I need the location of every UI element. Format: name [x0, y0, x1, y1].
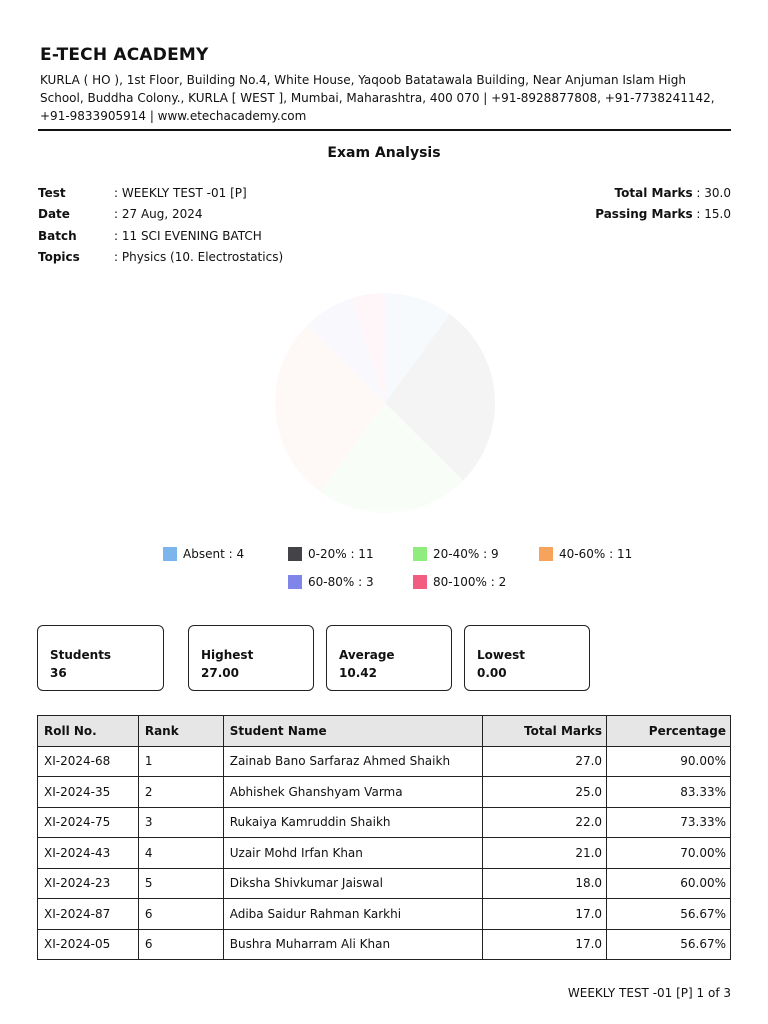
meta-topics: [38, 247, 283, 269]
cell-percentage: 70.00%: [607, 838, 731, 869]
cell-roll-no: XI-2024-75: [38, 807, 139, 838]
cell-total-marks: 17.0: [483, 929, 607, 960]
column-header-total-marks: Total Marks: [483, 716, 607, 747]
table-row: [38, 899, 731, 930]
column-header-rank: Rank: [138, 716, 223, 747]
legend-swatch: [288, 575, 302, 589]
page-header: [40, 45, 731, 125]
cell-rank: 6: [138, 929, 223, 960]
legend-swatch: [539, 547, 553, 561]
cell-student-name: Rukaiya Kamruddin Shaikh: [223, 807, 483, 838]
page-title: Exam Analysis: [327, 145, 441, 161]
cell-total-marks: 25.0: [483, 777, 607, 808]
cell-student-name: Adiba Saidur Rahman Karkhi: [223, 899, 483, 930]
column-header-percentage: Percentage: [607, 716, 731, 747]
legend-item-0-20: [288, 546, 374, 562]
meta-test-label: Test: [38, 185, 66, 200]
meta-batch-value: : 11 SCI EVENING BATCH: [114, 228, 262, 243]
meta-date: [38, 204, 283, 226]
total-marks-value: : 30.0: [696, 185, 731, 200]
cell-student-name: Bushra Muharram Ali Khan: [223, 929, 483, 960]
cell-percentage: 60.00%: [607, 868, 731, 899]
cell-roll-no: XI-2024-87: [38, 899, 139, 930]
cell-student-name: Zainab Bano Sarfaraz Ahmed Shaikh: [223, 746, 483, 777]
table-row: [38, 838, 731, 869]
cell-roll-no: XI-2024-35: [38, 777, 139, 808]
cell-rank: 2: [138, 777, 223, 808]
cell-student-name: Uzair Mohd Irfan Khan: [223, 838, 483, 869]
cell-roll-no: XI-2024-68: [38, 746, 139, 777]
legend-label: 60-80% : 3: [308, 575, 374, 589]
passing-marks-value: : 15.0: [696, 207, 731, 222]
passing-marks-label: Passing Marks: [595, 207, 693, 222]
cell-rank: 5: [138, 868, 223, 899]
cell-student-name: Abhishek Ghanshyam Varma: [223, 777, 483, 808]
cell-total-marks: 22.0: [483, 807, 607, 838]
meta-date-value: : 27 Aug, 2024: [114, 207, 203, 222]
table-row: [38, 746, 731, 777]
table-row: [38, 807, 731, 838]
cell-percentage: 73.33%: [607, 807, 731, 838]
legend-label: 0-20% : 11: [308, 547, 374, 561]
exam-meta: [38, 182, 283, 268]
cell-rank: 3: [138, 807, 223, 838]
org-address: KURLA ( HO ), 1st Floor, Building No.4, White House, Yaqoob Batatawala Building, Near Anjuman Islam High School, Buddha Colony., KURLA [ WEST ], Mumbai, Maharashtra, 400 070 | +91-8928877808, +91-7738241142, +91-9833905914 | www.etechacademy.com: [40, 73, 715, 123]
cell-total-marks: 18.0: [483, 868, 607, 899]
cell-percentage: 56.67%: [607, 899, 731, 930]
cell-roll-no: XI-2024-23: [38, 868, 139, 899]
legend-label: 40-60% : 11: [559, 547, 633, 561]
legend-swatch: [413, 547, 427, 561]
meta-batch: [38, 225, 283, 247]
stat-card-students: [37, 625, 164, 691]
cell-total-marks: 27.0: [483, 746, 607, 777]
cell-roll-no: XI-2024-05: [38, 929, 139, 960]
meta-topics-label: Topics: [38, 250, 80, 265]
table-row: [38, 929, 731, 960]
stat-value: 0.00: [477, 666, 507, 680]
cell-total-marks: 17.0: [483, 899, 607, 930]
cell-roll-no: XI-2024-43: [38, 838, 139, 869]
legend-swatch: [288, 547, 302, 561]
cell-total-marks: 21.0: [483, 838, 607, 869]
legend-item-40-60: [539, 546, 632, 562]
marks-meta: [595, 182, 731, 225]
legend-item-absent: [163, 546, 244, 562]
meta-batch-label: Batch: [38, 228, 77, 243]
stat-value: 36: [50, 666, 67, 680]
column-header-roll-no: Roll No.: [38, 716, 139, 747]
cell-rank: 1: [138, 746, 223, 777]
meta-date-label: Date: [38, 207, 70, 222]
cell-rank: 4: [138, 838, 223, 869]
score-distribution-chart: [200, 272, 570, 534]
legend-swatch: [413, 575, 427, 589]
legend-item-80-100: [413, 574, 506, 590]
table-row: [38, 868, 731, 899]
org-name: E-TECH ACADEMY: [40, 45, 209, 65]
legend-label: 80-100% : 2: [433, 575, 507, 589]
stat-card-highest: [188, 625, 314, 691]
stat-card-average: [326, 625, 452, 691]
legend-item-60-80: [288, 574, 374, 590]
total-marks-label: Total Marks: [614, 185, 693, 200]
results-table: [37, 715, 731, 960]
stat-label: Average: [339, 648, 395, 662]
stat-value: 10.42: [339, 666, 377, 680]
stat-card-lowest: [464, 625, 590, 691]
cell-percentage: 90.00%: [607, 746, 731, 777]
cell-rank: 6: [138, 899, 223, 930]
page-footer: WEEKLY TEST -01 [P] 1 of 3: [567, 986, 731, 1000]
meta-topics-value: : Physics (10. Electrostatics): [114, 250, 284, 265]
header-divider: [38, 129, 731, 131]
cell-student-name: Diksha Shivkumar Jaiswal: [223, 868, 483, 899]
stat-value: 27.00: [201, 666, 239, 680]
pie-chart: [200, 272, 570, 534]
meta-passing-marks: [595, 204, 731, 226]
meta-test-value: : WEEKLY TEST -01 [P]: [114, 185, 247, 200]
table-row: [38, 777, 731, 808]
meta-total-marks: [595, 182, 731, 204]
legend-item-20-40: [413, 546, 499, 562]
table-header-row: [38, 716, 731, 747]
stat-label: Lowest: [477, 648, 525, 662]
legend-swatch: [163, 547, 177, 561]
legend-label: Absent : 4: [183, 547, 245, 561]
cell-percentage: 56.67%: [607, 929, 731, 960]
legend-label: 20-40% : 9: [433, 547, 499, 561]
stat-label: Students: [50, 648, 112, 662]
stat-label: Highest: [201, 648, 254, 662]
cell-percentage: 83.33%: [607, 777, 731, 808]
pie-slices: [275, 293, 495, 513]
column-header-student-name: Student Name: [223, 716, 483, 747]
meta-test: [38, 182, 283, 204]
